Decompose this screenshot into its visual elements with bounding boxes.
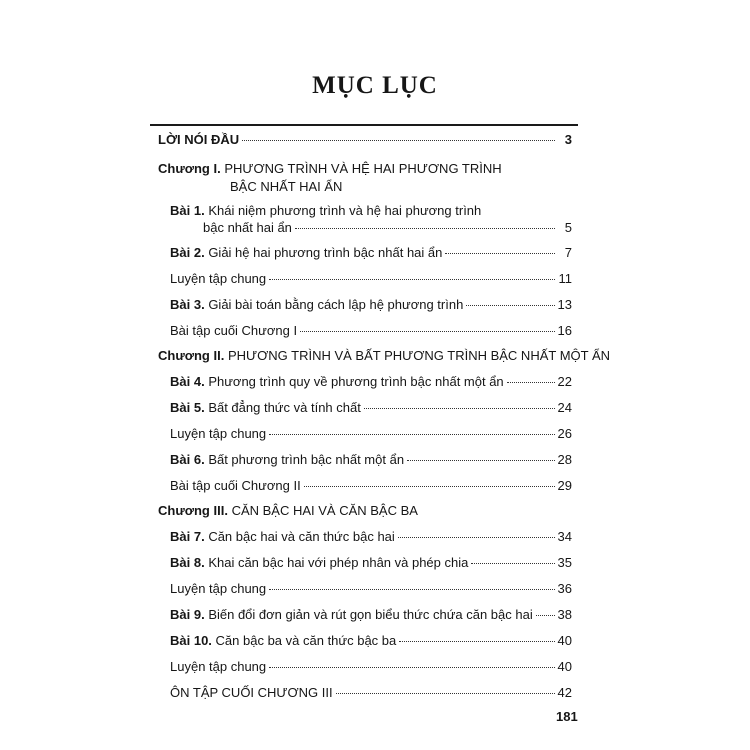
toc-page-number: 13 [557, 297, 572, 312]
chapter-title: PHƯƠNG TRÌNH VÀ BẤT PHƯƠNG TRÌNH BẬC NHẤT MỘT ẨN [227, 348, 611, 363]
lesson-title: Giải bài toán bằng cách lập hệ phương trình [208, 297, 464, 312]
lesson-prefix: Bài 8. [170, 555, 205, 570]
dot-leader [269, 667, 554, 668]
dot-leader [300, 331, 554, 332]
toc-page-number: 34 [557, 529, 572, 544]
toc-page-number: 11 [558, 271, 572, 286]
lesson-title: Phương trình quy về phương trình bậc nhất một ẩn [208, 374, 504, 389]
dot-leader [407, 460, 554, 461]
toc-label: Bài tập cuối Chương II [170, 478, 301, 493]
toc-entry[interactable] [170, 451, 572, 469]
toc-entry[interactable] [170, 296, 572, 314]
lesson-prefix: Bài 9. [170, 607, 205, 622]
toc-entry[interactable] [170, 425, 572, 443]
toc-page-number: 3 [564, 132, 572, 147]
toc-entry[interactable] [170, 322, 572, 340]
lesson-title: Khái niệm phương trình và hệ hai phương trình [208, 203, 482, 218]
chapter-prefix: Chương III. [158, 503, 228, 518]
toc-page-number: 26 [557, 426, 572, 441]
lesson-title: Khai căn bậc hai với phép nhân và phép chia [208, 555, 469, 570]
lesson-entry-first-line[interactable] [170, 202, 481, 220]
dot-leader [471, 563, 554, 564]
dot-leader [269, 279, 555, 280]
toc-entry[interactable] [170, 477, 572, 495]
toc-page-number: 7 [564, 245, 572, 260]
dot-leader [536, 615, 555, 616]
toc-entry[interactable] [170, 632, 572, 650]
lesson-prefix: Bài 5. [170, 400, 205, 415]
dot-leader [398, 537, 555, 538]
toc-label: Bài tập cuối Chương I [170, 323, 298, 338]
toc-label: Luyện tập chung [170, 581, 267, 596]
dot-leader [364, 408, 555, 409]
toc-entry[interactable] [170, 658, 572, 676]
toc-label: Luyện tập chung [170, 659, 267, 674]
chapter-heading[interactable] [158, 160, 502, 178]
toc-label: Luyện tập chung [170, 271, 267, 286]
toc-entry[interactable] [170, 580, 572, 598]
lesson-title: Căn bậc ba và căn thức bậc ba [215, 633, 397, 648]
toc-page-number: 28 [557, 452, 572, 467]
toc-entry-preface[interactable] [158, 131, 572, 149]
chapter-heading[interactable] [158, 502, 418, 520]
dot-leader [304, 486, 555, 487]
toc-entry[interactable] [170, 684, 572, 702]
chapter-heading[interactable] [158, 347, 610, 365]
toc-page-number: 22 [557, 374, 572, 389]
lesson-prefix: Bài 6. [170, 452, 205, 467]
page-title: MỤC LỤC [312, 72, 438, 99]
dot-leader [269, 434, 554, 435]
toc-page-number: 36 [557, 581, 572, 596]
toc-entry[interactable] [203, 219, 572, 237]
chapter-title: CĂN BẬC HAI VÀ CĂN BẬC BA [231, 503, 418, 518]
lesson-prefix: Bài 10. [170, 633, 212, 648]
lesson-title: Bất phương trình bậc nhất một ẩn [208, 452, 405, 467]
dot-leader [399, 641, 554, 642]
toc-page-number: 35 [557, 555, 572, 570]
toc-label: LỜI NÓI ĐẦU [158, 132, 240, 147]
toc-entry[interactable] [170, 399, 572, 417]
toc-page-number: 16 [557, 323, 572, 338]
toc-entry[interactable] [170, 373, 572, 391]
dot-leader [242, 140, 555, 141]
lesson-prefix: Bài 4. [170, 374, 205, 389]
lesson-prefix: Bài 2. [170, 245, 205, 260]
dot-leader [336, 693, 555, 694]
toc-entry[interactable] [170, 528, 572, 546]
toc-page-number: 5 [564, 220, 572, 235]
toc-label: Luyện tập chung [170, 426, 267, 441]
chapter-prefix: Chương II. [158, 348, 225, 363]
lesson-title: Bất đẳng thức và tính chất [208, 400, 361, 415]
lesson-title-continued: bậc nhất hai ẩn [203, 220, 292, 235]
page-number: 181 [556, 709, 578, 724]
toc-entry[interactable] [170, 606, 572, 624]
toc-page-number: 29 [557, 478, 572, 493]
toc-entry[interactable] [170, 270, 572, 288]
toc-page-number: 42 [557, 685, 572, 700]
toc-entry[interactable] [170, 244, 572, 262]
chapter-title-continued: BẬC NHẤT HAI ẨN [230, 179, 343, 194]
toc-page-number: 40 [557, 659, 572, 674]
lesson-title: Biến đổi đơn giản và rút gọn biểu thức chứa căn bậc hai [208, 607, 533, 622]
lesson-title: Giải hệ hai phương trình bậc nhất hai ẩn [208, 245, 443, 260]
dot-leader [507, 382, 555, 383]
dot-leader [466, 305, 554, 306]
toc-page-number: 38 [557, 607, 572, 622]
toc-entry[interactable] [170, 554, 572, 572]
dot-leader [269, 589, 554, 590]
lesson-title: Căn bậc hai và căn thức bậc hai [208, 529, 395, 544]
toc-label: ÔN TẬP CUỐI CHƯƠNG III [170, 685, 333, 700]
toc-page-number: 24 [557, 400, 572, 415]
toc-page-number: 40 [557, 633, 572, 648]
dot-leader [295, 228, 555, 229]
chapter-title: PHƯƠNG TRÌNH VÀ HỆ HAI PHƯƠNG TRÌNH [224, 161, 502, 176]
chapter-prefix: Chương I. [158, 161, 221, 176]
lesson-prefix: Bài 7. [170, 529, 205, 544]
lesson-prefix: Bài 1. [170, 203, 205, 218]
lesson-prefix: Bài 3. [170, 297, 205, 312]
dot-leader [445, 253, 555, 254]
